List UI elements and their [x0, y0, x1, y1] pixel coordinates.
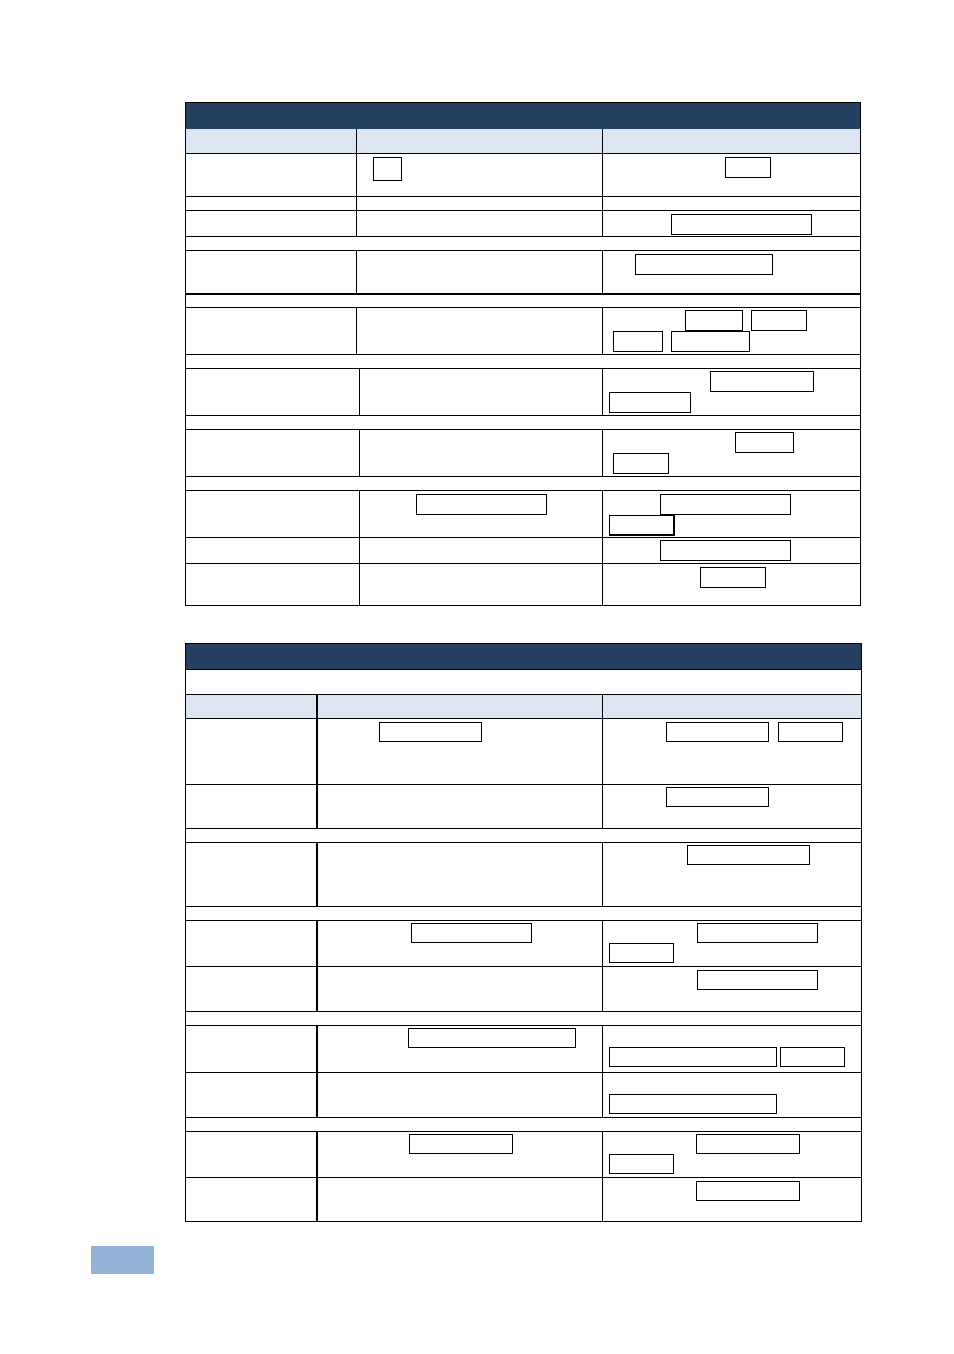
row-divider [186, 718, 861, 719]
inline-box [685, 310, 743, 331]
inline-box [411, 923, 532, 943]
table-1-header-row [186, 129, 860, 153]
row-divider [186, 842, 861, 843]
column-divider [602, 250, 603, 293]
inline-box [408, 1028, 576, 1048]
inline-box [373, 157, 402, 181]
inline-box [696, 1181, 800, 1201]
inline-box [697, 970, 818, 990]
row-divider [186, 293, 860, 295]
row-divider [186, 153, 860, 154]
inline-box [710, 371, 814, 392]
row-divider [186, 1117, 861, 1118]
column-divider [356, 210, 357, 236]
inline-box [660, 494, 791, 515]
command-table-1 [185, 102, 861, 606]
column-divider [602, 842, 603, 906]
column-divider [356, 307, 357, 354]
inline-box [613, 453, 669, 474]
inline-box [666, 787, 769, 807]
inline-box [671, 214, 812, 235]
column-divider [602, 490, 603, 605]
row-divider [186, 537, 860, 538]
row-divider [186, 250, 860, 251]
row-divider [186, 1072, 861, 1073]
inline-box [609, 943, 674, 963]
inline-box [609, 392, 691, 413]
row-divider [186, 1131, 861, 1132]
column-divider [316, 1025, 318, 1117]
column-divider [602, 129, 603, 210]
row-divider [186, 490, 860, 491]
inline-box [609, 1047, 777, 1067]
column-divider [602, 694, 603, 828]
inline-box [697, 923, 818, 943]
inline-box [700, 567, 766, 588]
column-divider [316, 694, 318, 828]
column-divider [316, 1131, 318, 1221]
row-divider [186, 906, 861, 907]
inline-box [609, 1094, 777, 1114]
row-divider [186, 1177, 861, 1178]
column-divider [602, 210, 603, 236]
command-table-2 [185, 643, 862, 1222]
row-divider [186, 476, 860, 477]
row-divider [186, 694, 861, 695]
inline-box [609, 515, 675, 536]
inline-box [696, 1134, 800, 1154]
column-divider [602, 920, 603, 1011]
row-divider [186, 368, 860, 369]
row-divider [186, 415, 860, 416]
inline-box [416, 494, 547, 515]
column-divider [316, 842, 318, 906]
column-divider [602, 1131, 603, 1221]
inline-box [751, 310, 807, 331]
column-divider [359, 429, 360, 476]
table-1-title-bar [186, 103, 860, 129]
inline-box [409, 1134, 513, 1154]
column-divider [356, 129, 357, 210]
column-divider [602, 429, 603, 476]
column-divider [359, 490, 360, 605]
row-divider [186, 307, 860, 308]
inline-box [725, 157, 771, 178]
inline-box [780, 1047, 845, 1067]
row-divider [186, 784, 861, 785]
row-divider [186, 920, 861, 921]
row-divider [186, 669, 861, 670]
column-divider [602, 307, 603, 354]
inline-box [666, 722, 769, 742]
row-divider [186, 1025, 861, 1026]
row-divider [186, 1011, 861, 1012]
inline-box [635, 254, 773, 275]
column-divider [602, 368, 603, 415]
row-divider [186, 563, 860, 564]
inline-box [778, 722, 843, 742]
inline-box [613, 331, 663, 352]
row-divider [186, 429, 860, 430]
row-divider [186, 354, 860, 355]
page-number-tab [91, 1246, 154, 1274]
row-divider [186, 966, 861, 967]
inline-box [735, 432, 794, 453]
inline-box [609, 1154, 674, 1174]
row-divider [186, 828, 861, 829]
table-2-title-bar [186, 644, 861, 669]
inline-box [687, 845, 810, 865]
column-divider [359, 368, 360, 415]
table-2-header-row [186, 694, 861, 718]
column-divider [602, 1025, 603, 1117]
row-divider [186, 196, 860, 197]
inline-box [660, 540, 791, 561]
row-divider [186, 236, 860, 237]
column-divider [316, 920, 318, 1011]
inline-box [379, 722, 482, 742]
inline-box [671, 331, 750, 352]
column-divider [356, 250, 357, 293]
row-divider [186, 210, 860, 211]
